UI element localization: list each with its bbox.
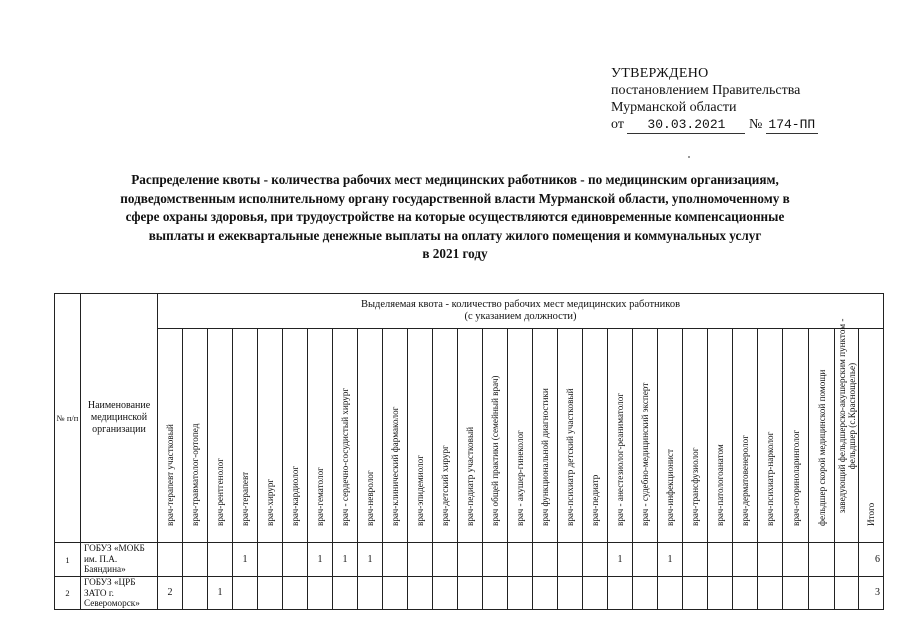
group-header: [158, 294, 884, 329]
column-header-label: врач-кардиолог: [290, 465, 300, 526]
column-header-organization: Наименование медицинской организации: [81, 294, 158, 543]
column-header-label: врач-трансфузиолог: [690, 447, 700, 526]
quota-cell: [483, 577, 508, 610]
column-header-position: [758, 329, 783, 543]
document-title: [70, 171, 840, 264]
quota-cell: [783, 543, 809, 577]
quota-cell: [483, 543, 508, 577]
table-row: [55, 577, 884, 610]
column-header-position: [608, 329, 633, 543]
column-header-label: врач функциональной диагностики: [540, 388, 550, 526]
quota-cell: [283, 543, 308, 577]
quota-cell: 2: [158, 577, 183, 610]
row-number: 2: [55, 577, 81, 610]
column-header-total: [859, 329, 884, 543]
column-header-label: врач-терапевт: [240, 471, 250, 526]
quota-cell: [508, 577, 533, 610]
column-header-label: врач-терапевт участковый: [165, 424, 175, 526]
quota-cell: [835, 543, 859, 577]
quota-cell: [733, 543, 758, 577]
column-header-label: врач-инфекционист: [665, 448, 675, 526]
approval-date-line: [611, 116, 818, 134]
table-row: [55, 543, 884, 577]
column-header-label: врач-психиатр-нарколог: [765, 431, 775, 526]
title-line1: Распределение квоты - количества рабочих мест медицинских работников - по медицинским организациям,: [131, 172, 779, 187]
header-row-positions: [55, 329, 884, 543]
approval-line1: постановлением Правительства: [611, 83, 801, 98]
quota-cell: [583, 577, 608, 610]
quota-cell: [533, 543, 558, 577]
row-total: 3: [859, 577, 884, 610]
column-header-position: [783, 329, 809, 543]
column-header-total-label: Итого: [866, 502, 876, 526]
quota-cell: [558, 543, 583, 577]
column-header-label: врач-гематолог: [315, 467, 325, 526]
quota-cell: [433, 577, 458, 610]
quota-cell: [758, 577, 783, 610]
quota-cell: [633, 577, 658, 610]
column-header-position: [483, 329, 508, 543]
column-header-label: врач-психиатр детский участковый: [565, 388, 575, 526]
column-header-position: [583, 329, 608, 543]
column-header-position: [733, 329, 758, 543]
quota-cell: [533, 577, 558, 610]
title-line5: в 2021 году: [422, 246, 488, 261]
column-header-position: [258, 329, 283, 543]
quota-cell: [809, 543, 835, 577]
quota-cell: [408, 577, 433, 610]
quota-cell: [658, 577, 683, 610]
column-header-label: заведующий фельдшерско-акушерским пунктом - фельдшер (с.Краснощелье): [836, 318, 857, 514]
quota-cell: 1: [358, 543, 383, 577]
column-header-position: [383, 329, 408, 543]
column-header-label: врач-рентгенолог: [215, 458, 225, 526]
quota-cell: [733, 577, 758, 610]
quota-cell: [283, 577, 308, 610]
approval-number: 174-ПП: [766, 116, 818, 134]
quota-cell: [233, 577, 258, 610]
date-prefix: от: [611, 117, 624, 132]
column-header-label: врач-педиатр участковый: [465, 426, 475, 526]
quota-cell: [758, 543, 783, 577]
column-header-position: [809, 329, 835, 543]
column-header-position: [658, 329, 683, 543]
column-header-label: врач-детский хирург: [440, 445, 450, 526]
quota-cell: [158, 543, 183, 577]
column-header-position: [708, 329, 733, 543]
quota-cell: [809, 577, 835, 610]
column-header-position: [158, 329, 183, 543]
column-header-position: [533, 329, 558, 543]
quota-cell: [258, 577, 283, 610]
row-total: 6: [859, 543, 884, 577]
column-header-position: [408, 329, 433, 543]
title-line4: выплаты и ежеквартальные денежные выплаты на оплату жилого помещения и коммунальных услуг: [148, 227, 762, 243]
column-header-position: [183, 329, 208, 543]
column-header-label: врач-клинический фармаколог: [390, 406, 400, 526]
quota-cell: 1: [333, 543, 358, 577]
column-header-position: [358, 329, 383, 543]
quota-cell: [358, 577, 383, 610]
column-header-position: [633, 329, 658, 543]
quota-cell: [208, 543, 233, 577]
column-header-position: [433, 329, 458, 543]
column-header-label: врач-эпидемиолог: [415, 454, 425, 526]
quota-cell: [308, 577, 333, 610]
quota-cell: 1: [308, 543, 333, 577]
row-organization-name: ГОБУЗ «ЦРБ ЗАТО г. Североморск»: [81, 577, 158, 610]
column-header-label: врач - анестезиолог-реаниматолог: [615, 392, 625, 526]
quota-cell: [683, 577, 708, 610]
quota-cell: [458, 543, 483, 577]
column-header-label: врач-патологоанатом: [715, 444, 725, 526]
column-header-label: врач-педиатр: [590, 474, 600, 526]
quota-cell: [708, 577, 733, 610]
column-header-position: [508, 329, 533, 543]
quota-cell: [408, 543, 433, 577]
quota-cell: [458, 577, 483, 610]
quota-cell: [608, 577, 633, 610]
column-header-position: [333, 329, 358, 543]
column-header-number: № п/п: [55, 294, 81, 543]
column-header-position: [683, 329, 708, 543]
column-header-label: врач-хирург: [265, 478, 275, 526]
quota-cell: 1: [233, 543, 258, 577]
header-row-group: [55, 294, 884, 329]
row-organization-name: ГОБУЗ «МОКБ им. П.А. Баяндина»: [81, 543, 158, 577]
quota-cell: 1: [208, 577, 233, 610]
title-line3: сфере охраны здоровья, при трудоустройстве на которые осуществляются единовременные компенсационные: [125, 209, 785, 224]
column-header-position: [233, 329, 258, 543]
quota-table: [54, 293, 884, 610]
column-header-position: [208, 329, 233, 543]
quota-cell: [683, 543, 708, 577]
column-header-label: врач-дерматовенеролог: [740, 435, 750, 526]
column-header-label: врач - акушер-гинеколог: [515, 430, 525, 526]
quota-cell: [835, 577, 859, 610]
column-header-label: фельдшер скорой медицинской помощи: [816, 369, 827, 526]
number-prefix: №: [748, 117, 763, 132]
quota-cell: [183, 577, 208, 610]
quota-cell: [633, 543, 658, 577]
approval-header: УТВЕРЖДЕНО: [611, 66, 709, 81]
quota-cell: [708, 543, 733, 577]
column-header-position: [558, 329, 583, 543]
group-header-line1: Выделяемая квота - количество рабочих мест медицинских работников: [360, 299, 681, 310]
column-header-label: врач - судебно-медицинский эксперт: [640, 382, 650, 526]
column-header-label: врач-травматолог-ортопед: [190, 423, 200, 526]
quota-cell: [383, 543, 408, 577]
quota-cell: 1: [608, 543, 633, 577]
column-header-label: врач-оториноларинголог: [790, 429, 801, 526]
column-header-label: врач общей практики (семейный врач): [490, 375, 500, 526]
column-header-position: [835, 318, 859, 543]
approval-date: 30.03.2021: [627, 116, 745, 134]
scan-dot: [688, 156, 690, 158]
column-header-position: [283, 329, 308, 543]
quota-cell: 1: [658, 543, 683, 577]
column-header-position: [458, 329, 483, 543]
approval-line2: Мурманской области: [611, 100, 737, 115]
row-number: 1: [55, 543, 81, 577]
column-header-position: [308, 329, 333, 543]
quota-cell: [333, 577, 358, 610]
column-header-label: врач - сердечно-сосудистый хирург: [340, 387, 350, 526]
group-header-line2: (с указанием должности): [464, 311, 577, 322]
quota-cell: [783, 577, 809, 610]
quota-cell: [383, 577, 408, 610]
column-header-label: врач-невролог: [365, 470, 375, 526]
approval-block: [611, 65, 818, 134]
quota-cell: [433, 543, 458, 577]
quota-cell: [508, 543, 533, 577]
quota-cell: [258, 543, 283, 577]
quota-cell: [183, 543, 208, 577]
quota-cell: [558, 577, 583, 610]
title-line2: подведомственным исполнительному органу государственной власти Мурманской области, уполномоченному в: [120, 190, 790, 206]
quota-cell: [583, 543, 608, 577]
